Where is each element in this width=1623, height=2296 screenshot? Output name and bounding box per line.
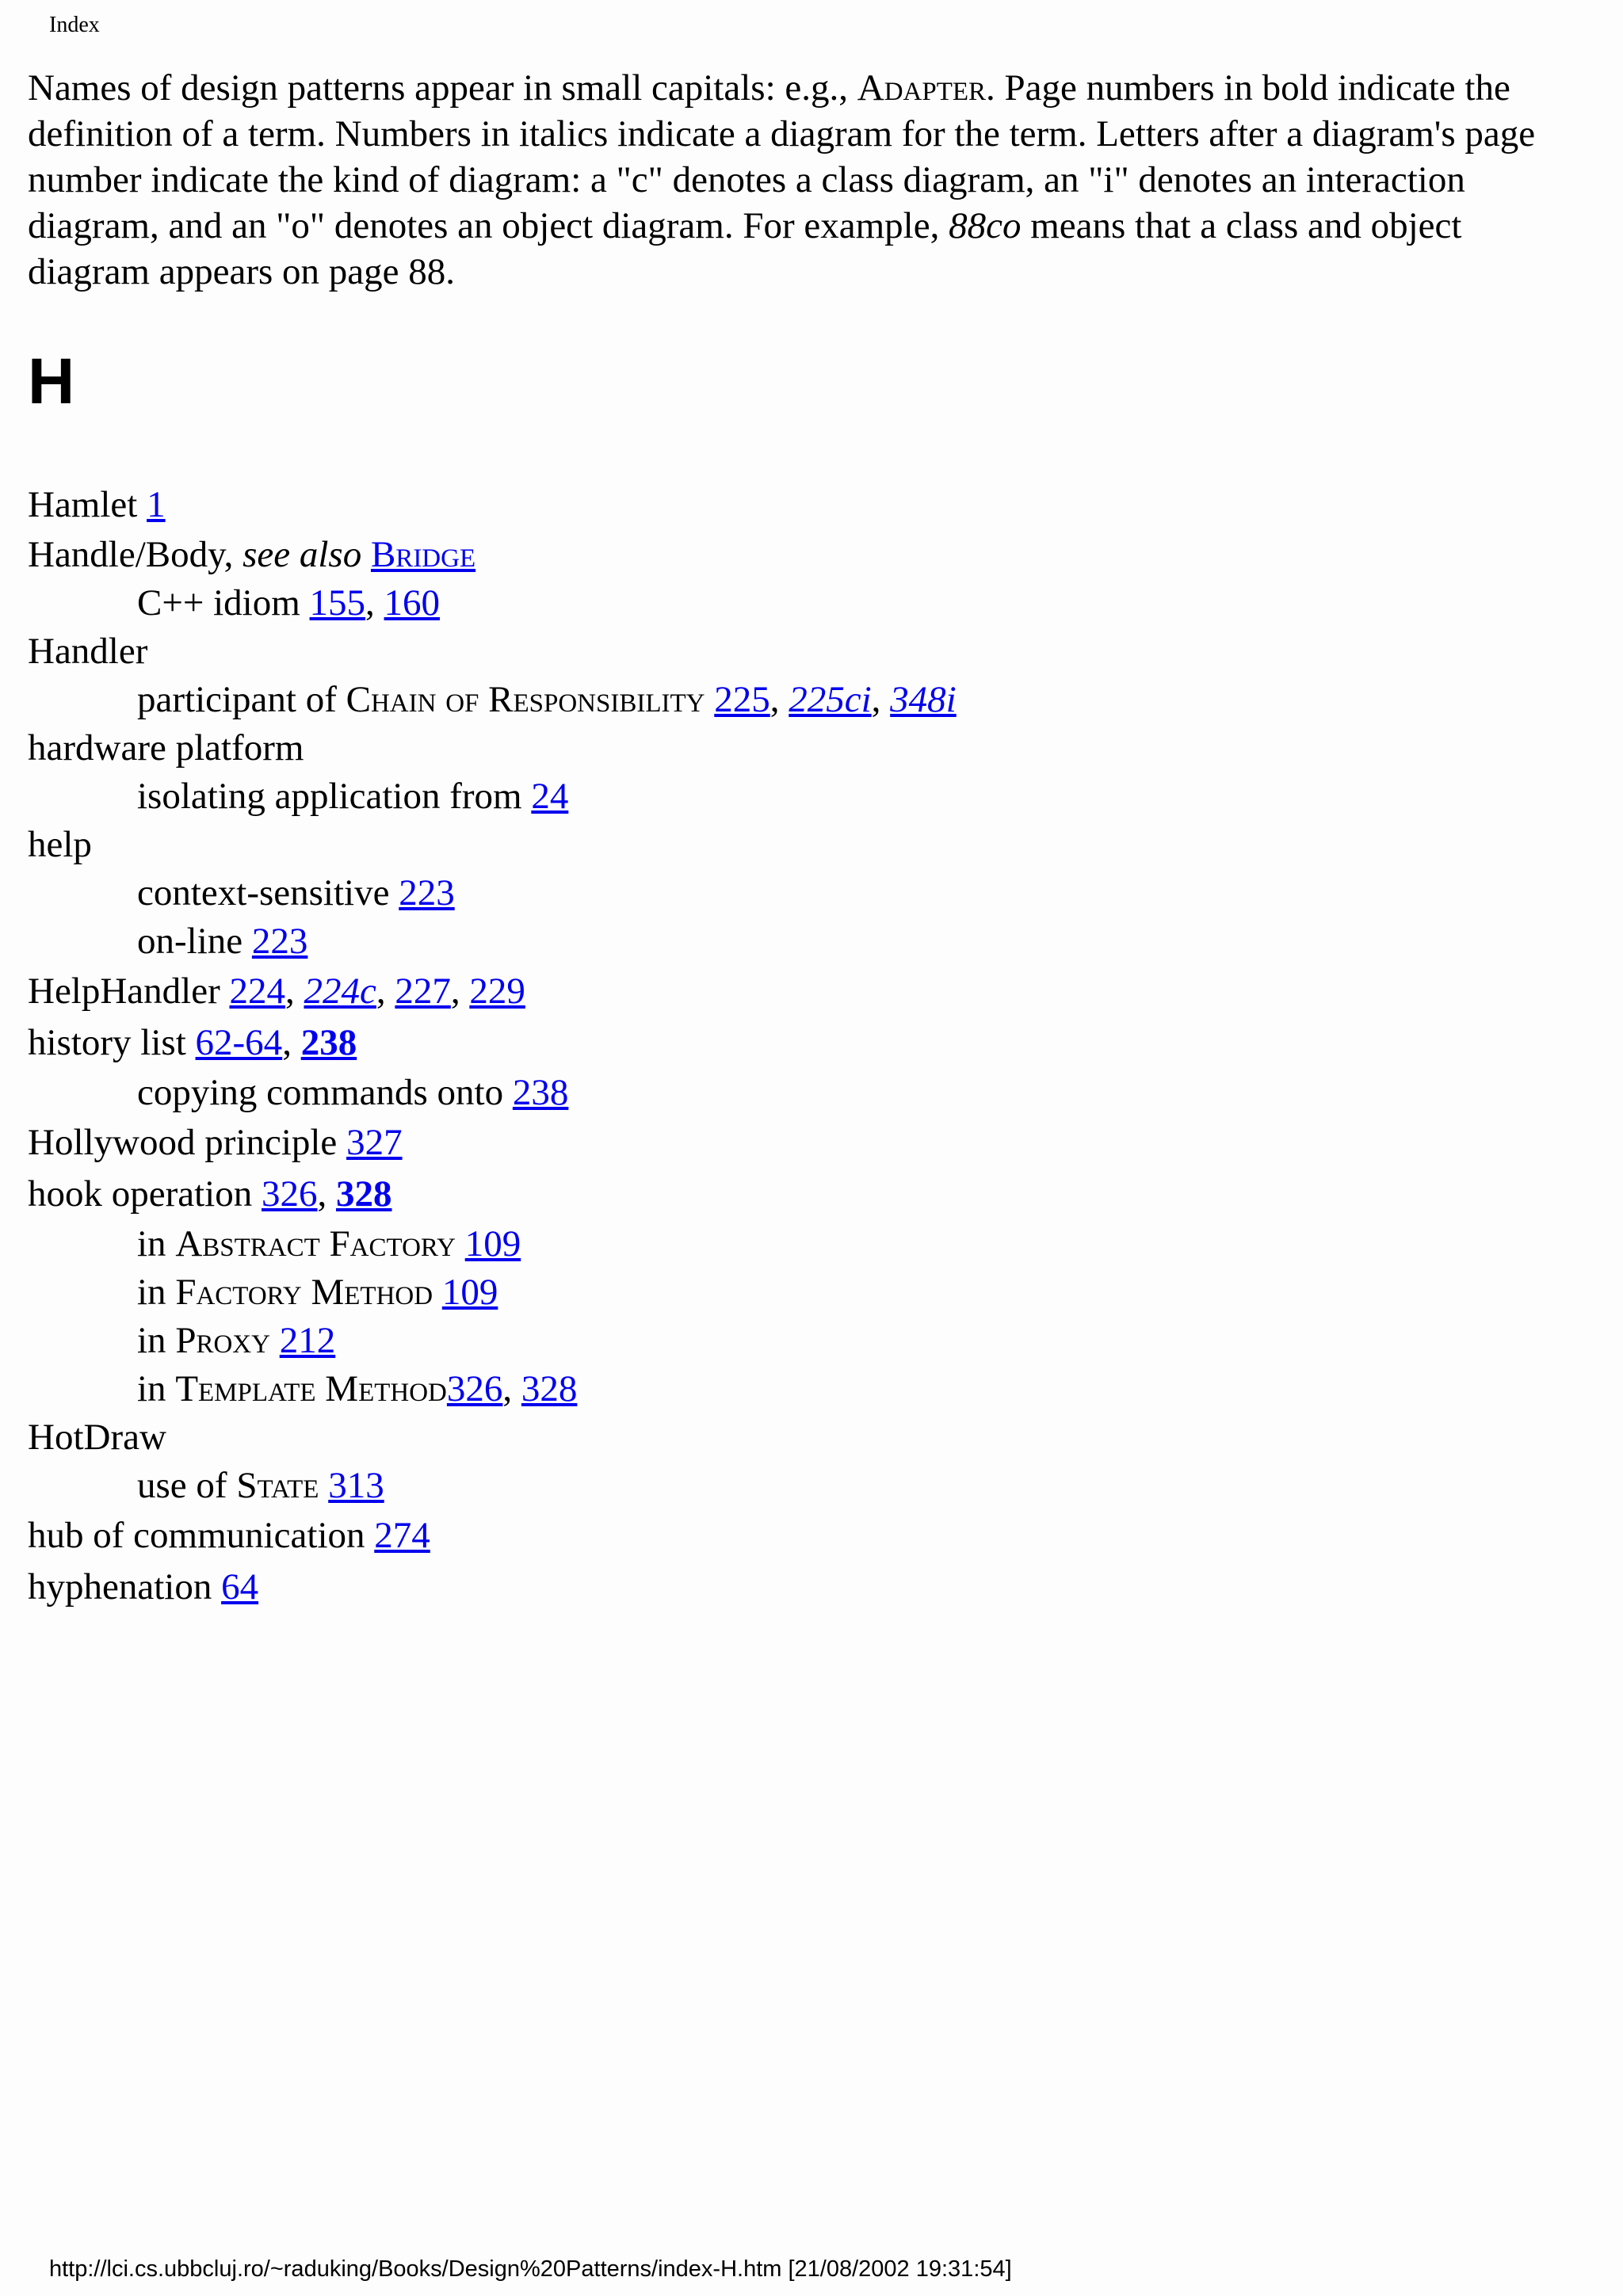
index-entry xyxy=(28,1117,1533,1169)
index-subentry xyxy=(28,1462,1533,1510)
index-subentry xyxy=(28,772,1533,821)
entry-term: in xyxy=(137,1368,166,1409)
page-ref-link[interactable]: 238 xyxy=(512,1072,569,1113)
diagram-ref-link[interactable]: 348i xyxy=(890,679,957,720)
entry-term: Handler xyxy=(28,631,148,672)
diagram-ref-link[interactable]: 225ci xyxy=(789,679,872,720)
index-subentry: in Template Method326, 328 xyxy=(137,1368,578,1409)
entry-term: HotDraw xyxy=(28,1417,166,1458)
index-subentry xyxy=(28,869,1533,917)
page-ref-link[interactable]: 109 xyxy=(464,1223,521,1264)
index-entry xyxy=(28,821,1533,869)
entry-term: HelpHandler xyxy=(28,971,220,1012)
page-ref-link[interactable]: 223 xyxy=(251,921,308,962)
diagram-ref-link[interactable]: 224c xyxy=(304,971,376,1012)
pattern-name: Abstract Factory xyxy=(175,1223,456,1264)
page-ref-link[interactable]: 326 xyxy=(446,1368,503,1409)
index-entry xyxy=(28,724,1533,772)
page-ref-link[interactable]: 223 xyxy=(399,872,455,913)
entry-term: hub of communication xyxy=(28,1515,365,1556)
entry-term: help xyxy=(28,824,92,865)
entry-term: in xyxy=(137,1223,166,1264)
entry-term: copying commands onto xyxy=(137,1072,504,1113)
index-entry xyxy=(28,1510,1533,1562)
index-subentry: C++ idiom 155, 160 xyxy=(137,582,441,624)
index-subentry xyxy=(28,1069,1533,1117)
index-entry: Handle/Body, see also Bridge xyxy=(28,534,476,575)
entry-term: history list xyxy=(28,1022,186,1063)
page-ref-link[interactable]: 225 xyxy=(714,679,770,720)
page-ref-link[interactable]: 313 xyxy=(328,1465,384,1506)
index-entry xyxy=(28,627,1533,676)
definition-ref-link[interactable]: 328 xyxy=(336,1173,392,1215)
pattern-name: Proxy xyxy=(175,1320,270,1361)
entry-term: use of xyxy=(137,1465,227,1506)
section-letter-heading: H xyxy=(28,345,75,418)
pattern-name: State xyxy=(236,1465,319,1506)
index-entries xyxy=(28,479,1533,1613)
intro-text-1: Names of design patterns appear in small capitals: e.g., xyxy=(28,67,857,109)
page-ref-link[interactable]: 109 xyxy=(441,1272,498,1313)
pattern-name: Chain of Responsibility xyxy=(346,679,705,720)
pattern-name: Factory Method xyxy=(175,1272,433,1313)
page-ref-link[interactable]: 24 xyxy=(531,776,569,817)
entry-term: hook operation xyxy=(28,1173,253,1215)
index-subentry xyxy=(28,1268,1533,1317)
index-entry xyxy=(28,479,1533,531)
entry-term: Hollywood principle xyxy=(28,1122,338,1163)
page-ref-link[interactable]: 160 xyxy=(384,582,441,624)
pattern-name: Template Method xyxy=(175,1368,447,1409)
index-entry: hook operation 326, 328 xyxy=(28,1173,392,1215)
index-subentry xyxy=(28,917,1533,966)
entry-term: on-line xyxy=(137,921,243,962)
page-ref-link[interactable]: 328 xyxy=(521,1368,578,1409)
index-subentry: participant of Chain of Responsibility 225, 225ci, 348i xyxy=(137,679,957,720)
index-subentry xyxy=(28,1317,1533,1365)
page-ref-link[interactable]: 326 xyxy=(262,1173,318,1215)
intro-example-code: 88co xyxy=(949,205,1022,246)
entry-term: context-sensitive xyxy=(137,872,390,913)
page-ref-link[interactable]: 1 xyxy=(147,484,166,525)
entry-term: in xyxy=(137,1320,166,1361)
entry-term: C++ idiom xyxy=(137,582,300,624)
page-ref-link[interactable]: 212 xyxy=(279,1320,336,1361)
page-ref-link[interactable]: 64 xyxy=(221,1566,259,1608)
index-entry xyxy=(28,1413,1533,1462)
page-ref-link[interactable]: 229 xyxy=(469,971,525,1012)
intro-text-2: . Page numbers in bold indicate the definition of a term. Numbers in italics indicate a diagram for the term. Letters after a diagram's page number indicate the kind of diagram: a "c" denotes a class diagram, an "i" denotes an interaction diagram, and an "o" denotes an object diagram. For example, xyxy=(28,67,1536,246)
entry-term: Handle/Body xyxy=(28,534,224,575)
entry-term: hardware platform xyxy=(28,727,304,769)
entry-term: isolating application from xyxy=(137,776,522,817)
index-intro-paragraph xyxy=(28,65,1593,295)
definition-ref-link[interactable]: 238 xyxy=(300,1022,357,1063)
page-ref-link[interactable]: 224 xyxy=(229,971,285,1012)
entry-term: in xyxy=(137,1272,166,1313)
page-header-title: Index xyxy=(49,13,100,37)
entry-term: Hamlet xyxy=(28,484,138,525)
page-ref-link[interactable]: 155 xyxy=(309,582,366,624)
page-ref-link[interactable]: 62-64 xyxy=(195,1022,283,1063)
index-entry: history list 62-64, 238 xyxy=(28,1022,357,1063)
page-ref-link[interactable]: 227 xyxy=(395,971,451,1012)
see-also-link[interactable]: Bridge xyxy=(370,534,476,575)
entry-term: hyphenation xyxy=(28,1566,212,1608)
entry-term: participant of xyxy=(137,679,337,720)
index-entry xyxy=(28,1562,1533,1613)
page-ref-link[interactable]: 327 xyxy=(346,1122,403,1163)
index-subentry xyxy=(28,1220,1533,1268)
page-footer-url: http://lci.cs.ubbcluj.ro/~raduking/Books/Design%20Patterns/index-H.htm [21/08/2002 19:31:54] xyxy=(49,2256,1012,2282)
intro-text-3: means that a class and object diagram appears on page 88. xyxy=(28,205,1462,292)
see-also-label: see also xyxy=(242,534,362,575)
intro-example-pattern: Adapter xyxy=(857,67,987,109)
page-ref-link[interactable]: 274 xyxy=(374,1515,430,1556)
index-entry: HelpHandler 224, 224c, 227, 229 xyxy=(28,971,525,1012)
